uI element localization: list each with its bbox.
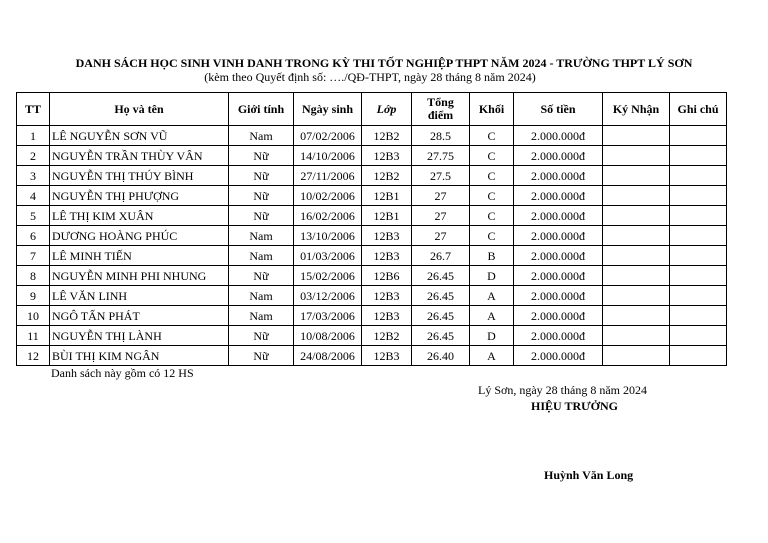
table-row <box>17 146 727 166</box>
cell-amount: 2.000.000đ <box>514 246 603 266</box>
student-table <box>16 92 727 366</box>
cell-name: LÊ THỊ KIM XUÂN <box>50 206 229 226</box>
cell-gender: Nữ <box>229 326 294 346</box>
cell-amount: 2.000.000đ <box>514 326 603 346</box>
cell-signature <box>603 166 670 186</box>
header-score: Tổng điểm <box>412 93 470 126</box>
cell-dob: 13/10/2006 <box>294 226 362 246</box>
cell-name: LÊ NGUYỄN SƠN VŨ <box>50 126 229 146</box>
cell-score: 26.45 <box>412 306 470 326</box>
cell-gender: Nam <box>229 246 294 266</box>
cell-note <box>670 286 727 306</box>
cell-note <box>670 326 727 346</box>
cell-signature <box>603 346 670 366</box>
cell-block: C <box>470 146 514 166</box>
cell-gender: Nam <box>229 306 294 326</box>
cell-block: A <box>470 286 514 306</box>
cell-note <box>670 246 727 266</box>
cell-class: 12B3 <box>362 226 412 246</box>
cell-signature <box>603 326 670 346</box>
cell-gender: Nam <box>229 126 294 146</box>
cell-score: 26.45 <box>412 266 470 286</box>
table-row <box>17 186 727 206</box>
cell-tt: 1 <box>17 126 50 146</box>
table-row <box>17 326 727 346</box>
cell-name: BÙI THỊ KIM NGÂN <box>50 346 229 366</box>
header-gender: Giới tính <box>229 93 294 126</box>
header-tt: TT <box>17 93 50 126</box>
cell-dob: 10/02/2006 <box>294 186 362 206</box>
cell-dob: 07/02/2006 <box>294 126 362 146</box>
cell-note <box>670 346 727 366</box>
document-subtitle: (kèm theo Quyết định số: …./QĐ-THPT, ngày 28 tháng 8 năm 2024) <box>204 70 536 84</box>
cell-block: D <box>470 326 514 346</box>
table-row <box>17 206 727 226</box>
cell-note <box>670 126 727 146</box>
place-date: Lý Sơn, ngày 28 tháng 8 năm 2024 <box>478 383 647 397</box>
signer-name: Huỳnh Văn Long <box>544 468 634 482</box>
cell-name: NGUYỄN THỊ LÀNH <box>50 326 229 346</box>
cell-note <box>670 226 727 246</box>
table-row <box>17 166 727 186</box>
cell-signature <box>603 226 670 246</box>
table-row <box>17 246 727 266</box>
cell-amount: 2.000.000đ <box>514 146 603 166</box>
cell-tt: 9 <box>17 286 50 306</box>
cell-block: A <box>470 346 514 366</box>
cell-tt: 12 <box>17 346 50 366</box>
cell-block: C <box>470 186 514 206</box>
cell-score: 26.40 <box>412 346 470 366</box>
header-amount: Số tiền <box>514 93 603 126</box>
cell-dob: 17/03/2006 <box>294 306 362 326</box>
table-row <box>17 306 727 326</box>
cell-block: B <box>470 246 514 266</box>
cell-name: LÊ MINH TIẾN <box>50 246 229 266</box>
cell-gender: Nữ <box>229 166 294 186</box>
cell-signature <box>603 146 670 166</box>
header-dob: Ngày sinh <box>294 93 362 126</box>
cell-score: 27 <box>412 226 470 246</box>
cell-score: 26.45 <box>412 286 470 306</box>
cell-note <box>670 206 727 226</box>
cell-amount: 2.000.000đ <box>514 206 603 226</box>
cell-class: 12B3 <box>362 306 412 326</box>
cell-class: 12B2 <box>362 166 412 186</box>
cell-gender: Nam <box>229 286 294 306</box>
cell-dob: 03/12/2006 <box>294 286 362 306</box>
table-row <box>17 126 727 146</box>
cell-signature <box>603 186 670 206</box>
cell-class: 12B3 <box>362 146 412 166</box>
cell-gender: Nữ <box>229 146 294 166</box>
cell-amount: 2.000.000đ <box>514 186 603 206</box>
cell-tt: 2 <box>17 146 50 166</box>
header-note: Ghi chú <box>670 93 727 126</box>
list-summary: Danh sách này gồm có 12 HS <box>51 366 194 380</box>
cell-score: 28.5 <box>412 126 470 146</box>
cell-name: NGUYỄN TRẦN THÙY VÂN <box>50 146 229 166</box>
cell-class: 12B2 <box>362 126 412 146</box>
cell-tt: 8 <box>17 266 50 286</box>
cell-tt: 11 <box>17 326 50 346</box>
cell-block: C <box>470 206 514 226</box>
cell-block: C <box>470 166 514 186</box>
cell-score: 27.5 <box>412 166 470 186</box>
cell-class: 12B6 <box>362 266 412 286</box>
cell-score: 27.75 <box>412 146 470 166</box>
header-class: Lớp <box>362 93 412 126</box>
header-name: Họ và tên <box>50 93 229 126</box>
cell-dob: 10/08/2006 <box>294 326 362 346</box>
cell-name: NGUYỄN MINH PHI NHUNG <box>50 266 229 286</box>
principal-title: HIỆU TRƯỞNG <box>531 399 619 413</box>
cell-class: 12B2 <box>362 326 412 346</box>
cell-score: 27 <box>412 186 470 206</box>
cell-note <box>670 166 727 186</box>
cell-name: DƯƠNG HOÀNG PHÚC <box>50 226 229 246</box>
cell-dob: 15/02/2006 <box>294 266 362 286</box>
cell-signature <box>603 306 670 326</box>
table-row <box>17 226 727 246</box>
cell-gender: Nữ <box>229 266 294 286</box>
cell-signature <box>603 266 670 286</box>
cell-gender: Nữ <box>229 186 294 206</box>
cell-gender: Nữ <box>229 206 294 226</box>
cell-dob: 01/03/2006 <box>294 246 362 266</box>
table-row <box>17 266 727 286</box>
cell-score: 26.45 <box>412 326 470 346</box>
cell-tt: 7 <box>17 246 50 266</box>
cell-amount: 2.000.000đ <box>514 286 603 306</box>
cell-gender: Nam <box>229 226 294 246</box>
table-header-row <box>17 93 727 126</box>
cell-tt: 10 <box>17 306 50 326</box>
cell-signature <box>603 206 670 226</box>
cell-class: 12B1 <box>362 186 412 206</box>
cell-amount: 2.000.000đ <box>514 266 603 286</box>
cell-class: 12B3 <box>362 346 412 366</box>
cell-amount: 2.000.000đ <box>514 226 603 246</box>
cell-gender: Nữ <box>229 346 294 366</box>
cell-class: 12B3 <box>362 246 412 266</box>
cell-score: 27 <box>412 206 470 226</box>
cell-name: NGUYỄN THỊ THÚY BÌNH <box>50 166 229 186</box>
cell-dob: 16/02/2006 <box>294 206 362 226</box>
cell-amount: 2.000.000đ <box>514 126 603 146</box>
cell-name: LÊ VĂN LINH <box>50 286 229 306</box>
cell-note <box>670 266 727 286</box>
cell-signature <box>603 126 670 146</box>
table-row <box>17 286 727 306</box>
cell-class: 12B3 <box>362 286 412 306</box>
cell-tt: 3 <box>17 166 50 186</box>
cell-signature <box>603 286 670 306</box>
cell-class: 12B1 <box>362 206 412 226</box>
cell-name: NGÔ TẤN PHÁT <box>50 306 229 326</box>
cell-block: C <box>470 226 514 246</box>
header-block: Khối <box>470 93 514 126</box>
table-row <box>17 346 727 366</box>
cell-amount: 2.000.000đ <box>514 166 603 186</box>
cell-block: C <box>470 126 514 146</box>
cell-dob: 14/10/2006 <box>294 146 362 166</box>
cell-tt: 6 <box>17 226 50 246</box>
cell-score: 26.7 <box>412 246 470 266</box>
cell-note <box>670 146 727 166</box>
cell-amount: 2.000.000đ <box>514 306 603 326</box>
cell-block: A <box>470 306 514 326</box>
cell-tt: 4 <box>17 186 50 206</box>
cell-note <box>670 186 727 206</box>
cell-dob: 27/11/2006 <box>294 166 362 186</box>
cell-block: D <box>470 266 514 286</box>
cell-tt: 5 <box>17 206 50 226</box>
header-signature: Ký Nhận <box>603 93 670 126</box>
cell-signature <box>603 246 670 266</box>
cell-note <box>670 306 727 326</box>
cell-name: NGUYỄN THỊ PHƯỢNG <box>50 186 229 206</box>
cell-amount: 2.000.000đ <box>514 346 603 366</box>
document-title: DANH SÁCH HỌC SINH VINH DANH TRONG KỲ THI TỐT NGHIỆP THPT NĂM 2024 - TRƯỜNG THPT LÝ SƠN <box>75 56 693 70</box>
cell-dob: 24/08/2006 <box>294 346 362 366</box>
